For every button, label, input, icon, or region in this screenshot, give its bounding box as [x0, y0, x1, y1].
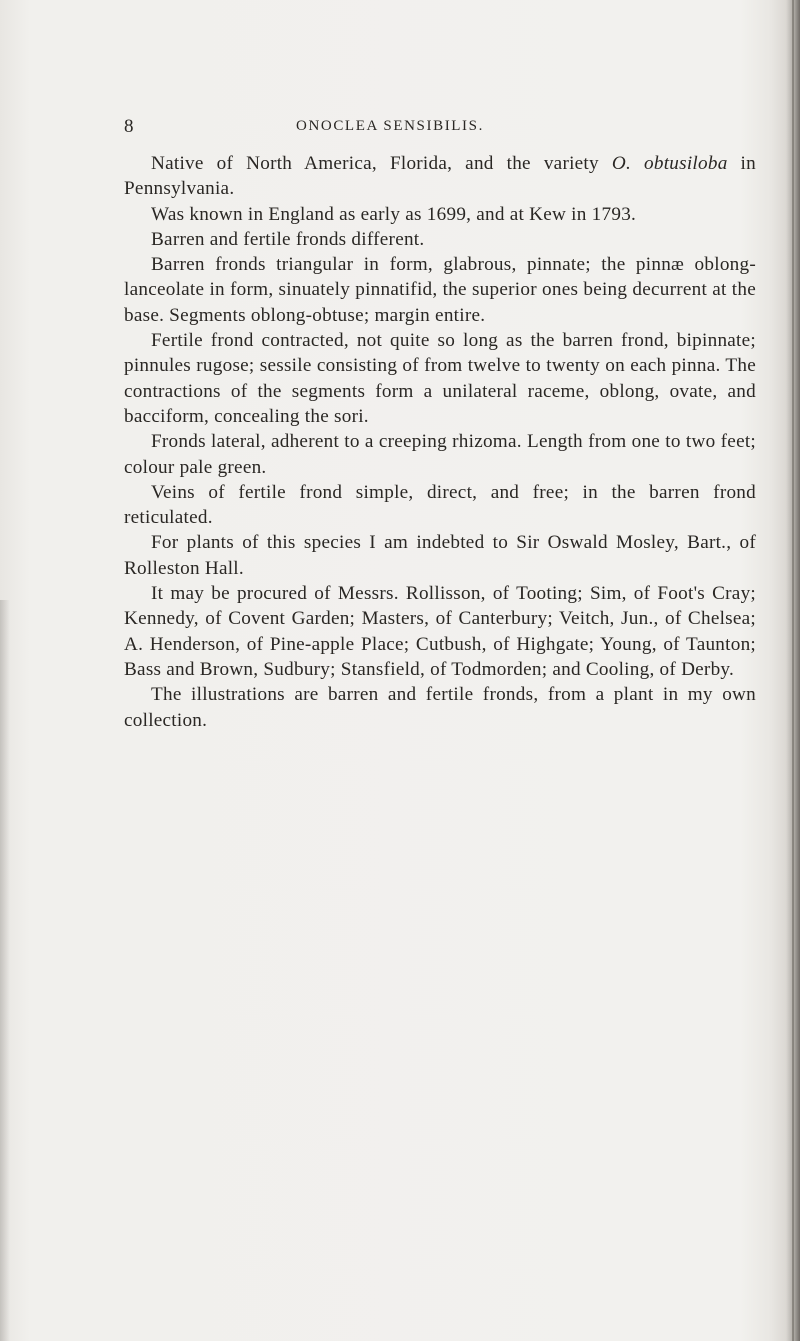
- paragraph-history: Was known in England as early as 1699, and at Kew in 1793.: [151, 203, 637, 225]
- paragraph-acknowledgement: For plants of this species I am indebted to Sir Oswald Mosley, Bart., of Rolleston Hall.: [124, 532, 756, 579]
- paragraph-suppliers: It may be procured of Messrs. Rollisson, of Tooting; Sim, of Foot's Cray; Kennedy, of Covent Garden; Masters, of Canterbury; Veitch, Jun., of Chelsea; A. Henderson, of Pine-apple Place; Cutbush, of Highgate; Young, of Taunton; Bass and Brown, Sudbury; Stansfield, of Todmorden; and Cooling, of Derby.: [124, 583, 756, 680]
- paragraph-distribution: Native of North America, Florida, and the variety O. obtusiloba in Pennsylvania.: [124, 153, 756, 200]
- page-shadow-left: [0, 600, 10, 1341]
- paragraph-fertile-frond: Fertile frond contracted, not quite so long as the barren frond, bipinnate; pinnules rugose; sessile consisting of from twelve to twenty on each pinna. The contractions of the segments form a unilateral raceme, oblong, ovate, and bacciform, concealing the sori.: [124, 330, 756, 427]
- body-text: [124, 151, 756, 733]
- variety-name: O. obtusiloba: [611, 153, 728, 174]
- page-edge-line: [792, 0, 794, 1341]
- running-title: ONOCLEA SENSIBILIS.: [296, 118, 484, 134]
- paragraph-fronds-lateral: Fronds lateral, adherent to a creeping rhizoma. Length from one to two feet; colour pale green.: [124, 431, 756, 478]
- page-number: 8: [124, 116, 134, 137]
- page-header: [0, 116, 800, 140]
- paragraph-fronds: Barren and fertile fronds different.: [151, 228, 425, 250]
- paragraph-barren-fronds: Barren fronds triangular in form, glabrous, pinnate; the pinnæ oblong-lanceolate in form, sinuately pinnatifid, the superior ones being decurrent at the base. Segments oblong-obtuse; margin entire.: [124, 254, 756, 326]
- paragraph-veins: Veins of fertile frond simple, direct, and free; in the barren frond reticulated.: [124, 481, 756, 529]
- paragraph-illustrations: The illustrations are barren and fertile fronds, from a plant in my own collection.: [124, 684, 756, 731]
